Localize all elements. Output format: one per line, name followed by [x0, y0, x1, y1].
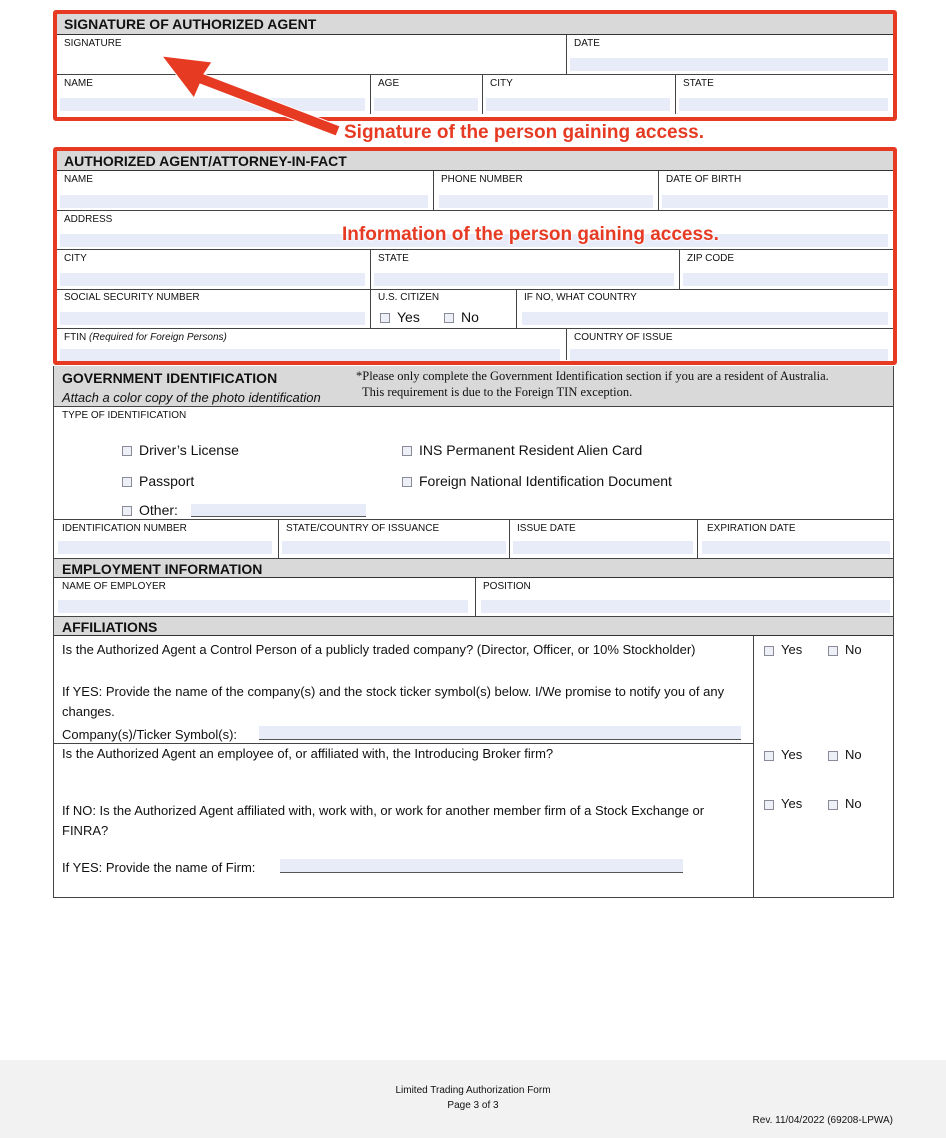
age-label: AGE	[378, 78, 400, 89]
employment-section	[53, 558, 894, 616]
foreign-id-checkbox[interactable]	[402, 477, 412, 487]
passport-option[interactable]: Passport	[122, 473, 194, 489]
q1-yes-checkbox[interactable]	[764, 646, 774, 656]
agent-ssn-label: SOCIAL SECURITY NUMBER	[64, 292, 200, 303]
footer-page-number: Page 3 of 3	[447, 1100, 499, 1111]
q2-no-checkbox[interactable]	[828, 751, 838, 761]
footer-form-name: Limited Trading Authorization Form	[395, 1085, 551, 1096]
ins-card-option[interactable]: INS Permanent Resident Alien Card	[402, 442, 642, 458]
agent-city-label: CITY	[64, 253, 87, 264]
ins-card-checkbox[interactable]	[402, 446, 412, 456]
employment-title: EMPLOYMENT INFORMATION	[54, 558, 893, 578]
footer-revision: Rev. 11/04/2022 (69208-LPWA)	[752, 1115, 893, 1126]
agent-address-label: ADDRESS	[64, 214, 113, 225]
id-number-label: IDENTIFICATION NUMBER	[62, 523, 187, 534]
expiration-date-field[interactable]	[702, 541, 890, 554]
other-option[interactable]: Other:	[122, 502, 178, 518]
drivers-license-checkbox[interactable]	[122, 446, 132, 456]
ticker-label: Company(s)/Ticker Symbol(s):	[62, 727, 238, 742]
agent-highlight-box	[53, 147, 897, 365]
gov-id-title: GOVERNMENT IDENTIFICATION	[62, 370, 278, 386]
state-country-field[interactable]	[282, 541, 506, 554]
gov-id-note-2: This requirement is due to the Foreign TIN exception.	[362, 385, 633, 399]
affiliation-q1-followup: If YES: Provide the name of the company(s) and the stock ticker symbol(s) below. I/We promise to notify you of any changes.	[62, 684, 725, 719]
gov-id-subtitle: Attach a color copy of the photo identification	[62, 390, 321, 405]
affiliations-title: AFFILIATIONS	[54, 616, 893, 636]
agent-phone-label: PHONE NUMBER	[441, 174, 523, 185]
arrow-icon	[150, 48, 350, 143]
passport-checkbox[interactable]	[122, 477, 132, 487]
q2-yes-checkbox[interactable]	[764, 751, 774, 761]
firm-field[interactable]	[280, 859, 683, 873]
gov-id-section	[53, 366, 894, 558]
foreign-id-option[interactable]: Foreign National Identification Document	[402, 473, 672, 489]
agent-country-question-label: IF NO, WHAT COUNTRY	[524, 292, 637, 303]
agent-ftin-label: FTIN (Required for Foreign Persons)	[64, 332, 227, 343]
position-field[interactable]	[481, 600, 890, 613]
q3-no-checkbox[interactable]	[828, 800, 838, 810]
affiliation-q2: Is the Authorized Agent an employee of, or affiliated with, the Introducing Broker firm?	[62, 746, 554, 761]
q1-yes-option[interactable]: Yes	[764, 642, 802, 657]
expiration-date-label: EXPIRATION DATE	[707, 523, 796, 534]
q2-yes-option[interactable]: Yes	[764, 747, 802, 762]
agent-dob-label: DATE OF BIRTH	[666, 174, 742, 185]
q2-no-option[interactable]: No	[828, 747, 862, 762]
other-id-field[interactable]	[191, 504, 366, 517]
gov-id-note-1: *Please only complete the Government Identification section if you are a resident of Australia.	[356, 369, 829, 383]
q1-no-option[interactable]: No	[828, 642, 862, 657]
agent-name-label: NAME	[64, 174, 93, 185]
ftin-note: (Required for Foreign Persons)	[89, 332, 227, 343]
page-footer	[0, 1060, 946, 1138]
q3-yes-checkbox[interactable]	[764, 800, 774, 810]
firm-label: If YES: Provide the name of Firm:	[62, 860, 256, 875]
q1-no-checkbox[interactable]	[828, 646, 838, 656]
agent-zip-label: ZIP CODE	[687, 253, 735, 264]
signature-callout: Signature of the person gaining access.	[344, 122, 705, 143]
employer-field[interactable]	[58, 600, 468, 613]
citizen-no-option[interactable]: No	[444, 309, 479, 325]
drivers-license-option[interactable]: Driver’s License	[122, 442, 239, 458]
q3-no-option[interactable]: No	[828, 796, 862, 811]
state-label: STATE	[683, 78, 714, 89]
date-label: DATE	[574, 38, 600, 49]
name-label: NAME	[64, 78, 93, 89]
issue-date-field[interactable]	[513, 541, 693, 554]
signature-label: SIGNATURE	[64, 38, 122, 49]
id-number-field[interactable]	[58, 541, 272, 554]
ticker-field[interactable]	[259, 726, 741, 740]
other-checkbox[interactable]	[122, 506, 132, 516]
state-country-label: STATE/COUNTRY OF ISSUANCE	[286, 523, 440, 534]
agent-citizen-label: U.S. CITIZEN	[378, 292, 440, 303]
agent-section-title: AUTHORIZED AGENT/ATTORNEY-IN-FACT	[56, 151, 893, 171]
q3-yes-option[interactable]: Yes	[764, 796, 802, 811]
id-type-label: TYPE OF IDENTIFICATION	[62, 410, 187, 421]
info-callout: Information of the person gaining access.	[342, 224, 719, 245]
affiliations-section	[53, 616, 894, 898]
agent-state-label: STATE	[378, 253, 409, 264]
employer-label: NAME OF EMPLOYER	[62, 581, 166, 592]
citizen-yes-option[interactable]: Yes	[380, 309, 420, 325]
issue-date-label: ISSUE DATE	[517, 523, 576, 534]
signature-section-title: SIGNATURE OF AUTHORIZED AGENT	[56, 14, 893, 35]
position-label: POSITION	[483, 581, 531, 592]
affiliation-q1: Is the Authorized Agent a Control Person of a publicly traded company? (Director, Officer, or 10% Stockholder)	[62, 642, 696, 657]
agent-country-issue-label: COUNTRY OF ISSUE	[574, 332, 673, 343]
affiliation-q3: If NO: Is the Authorized Agent affiliated with, work with, or work for another member firm of a Stock Exchange or FINRA?	[62, 803, 705, 838]
city-label: CITY	[490, 78, 513, 89]
